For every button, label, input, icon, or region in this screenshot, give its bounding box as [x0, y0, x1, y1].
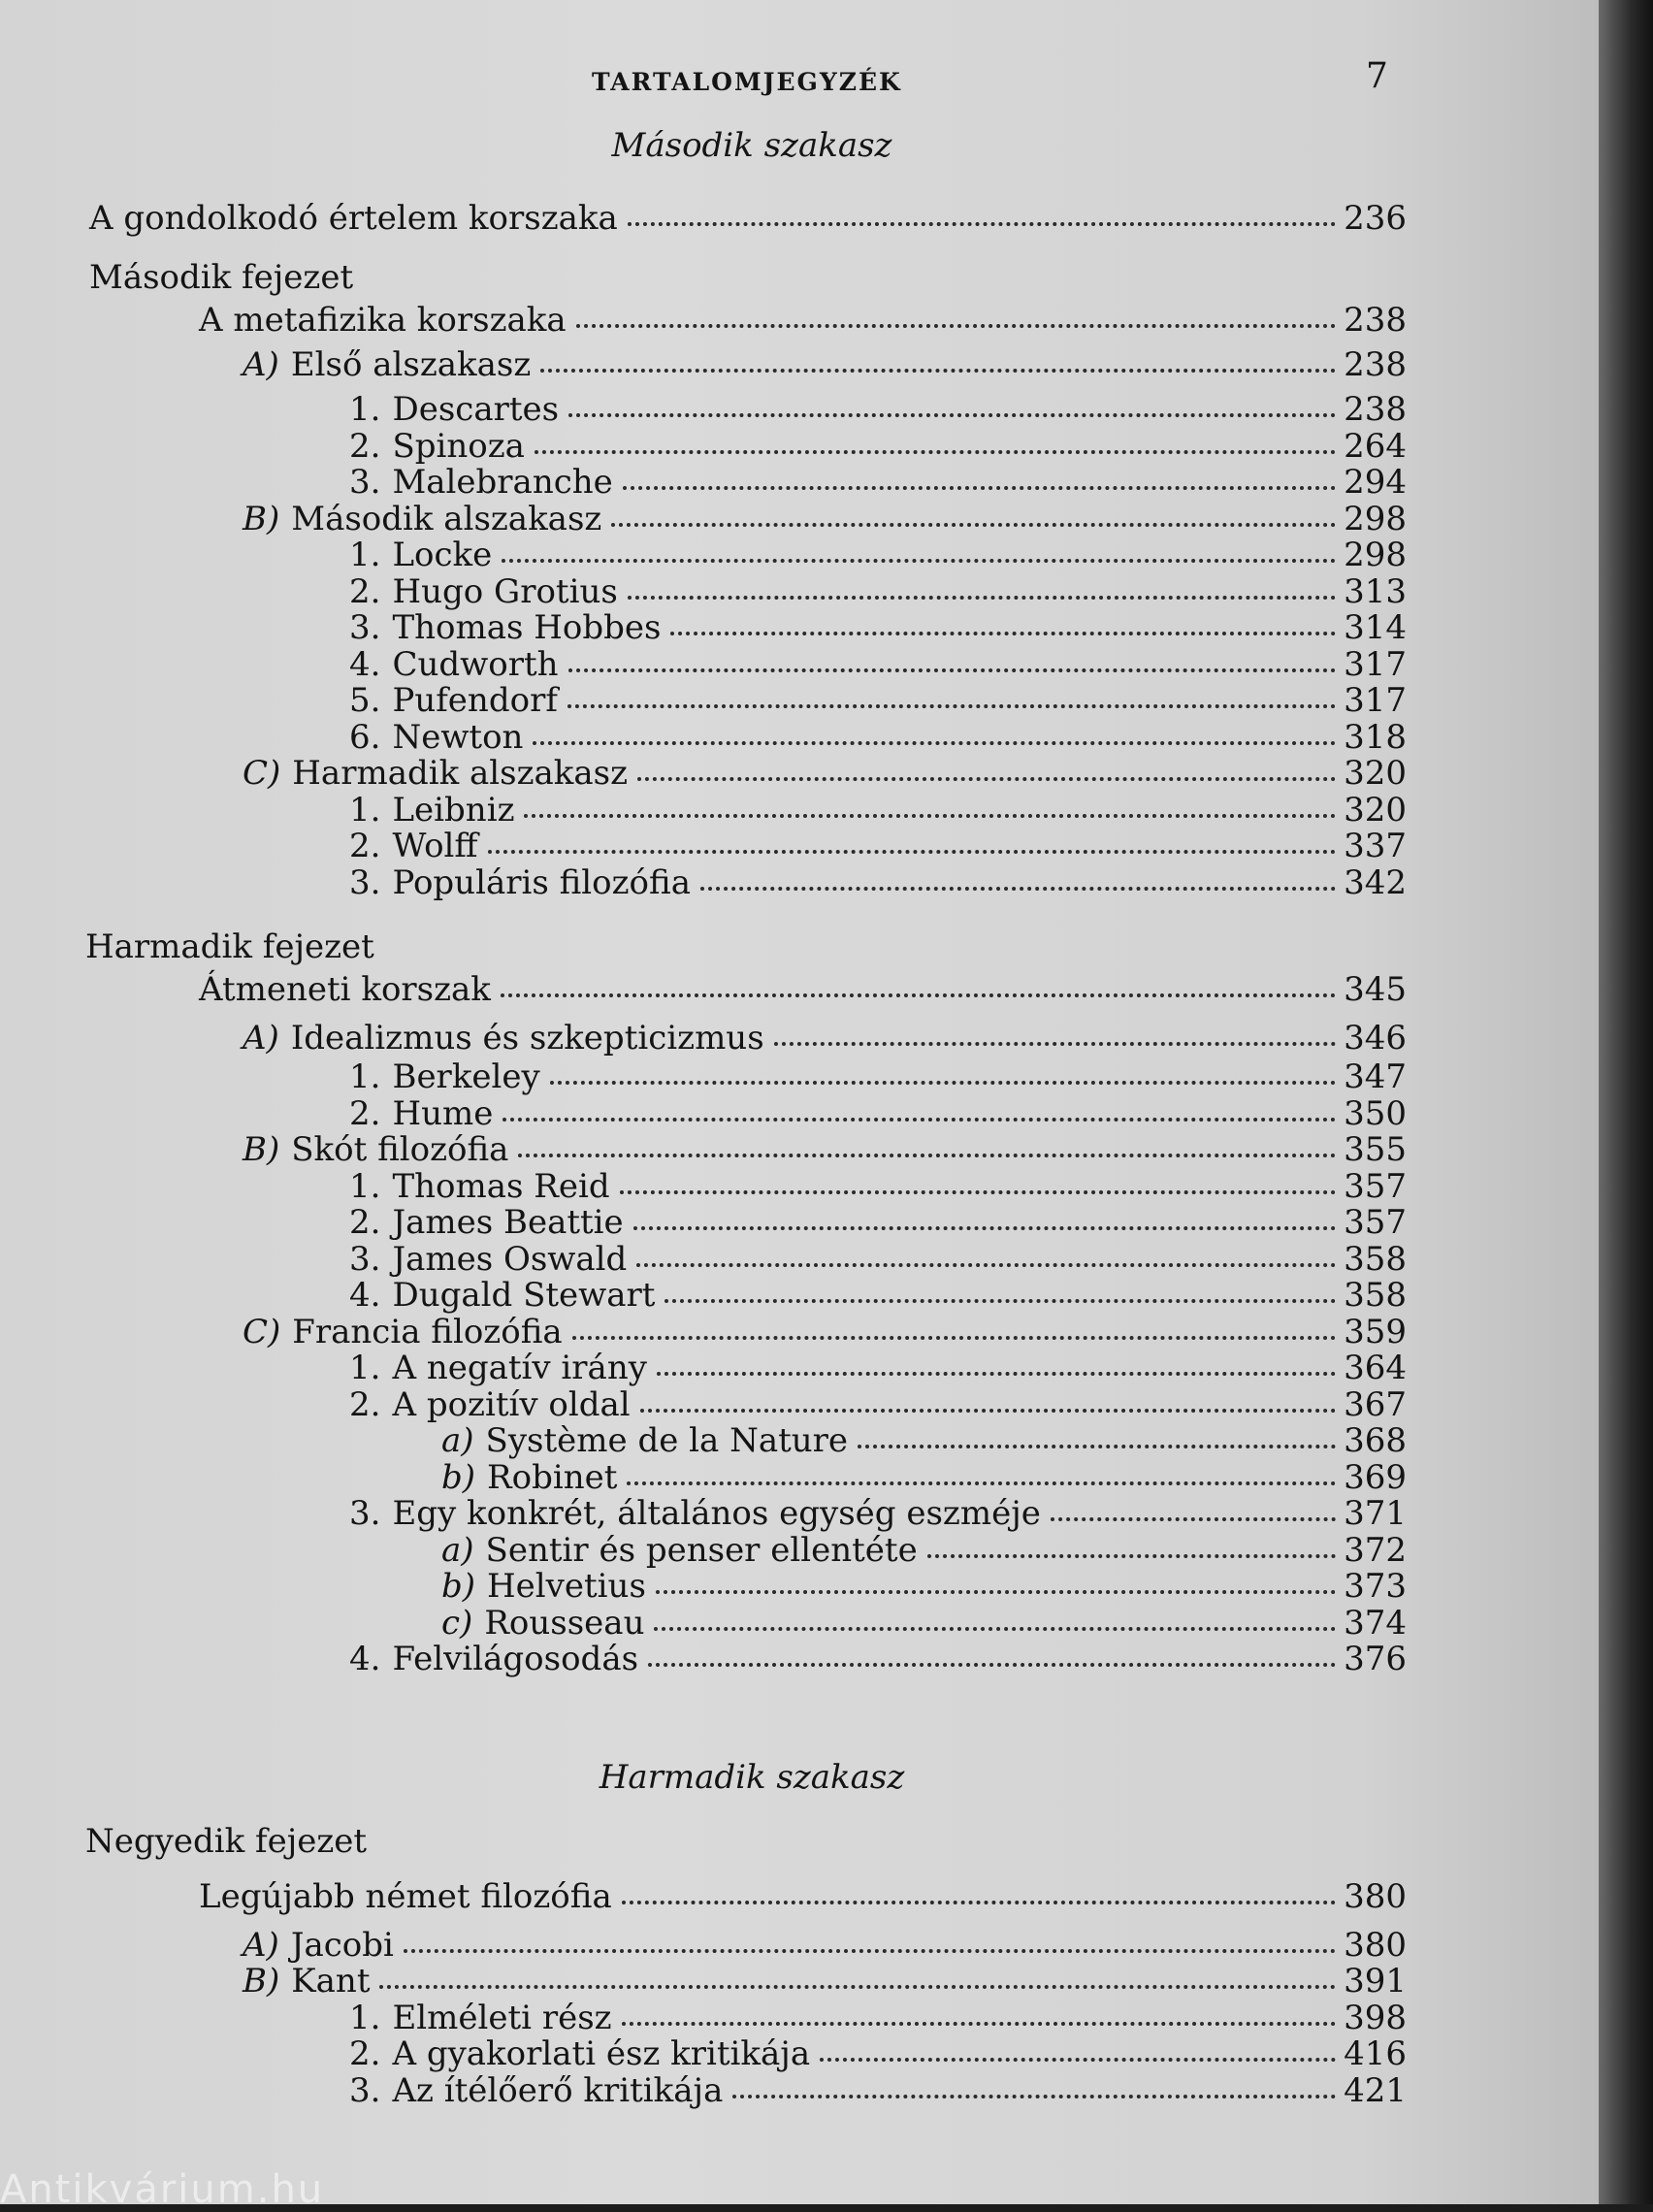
toc-entry-page: 264 — [1344, 427, 1407, 466]
toc-entry — [349, 718, 1407, 757]
toc-entry-title: Leibniz — [392, 791, 515, 830]
toc-entry-prefix: A) — [243, 1019, 279, 1057]
dot-leader — [576, 303, 1336, 328]
toc-entry-title: Robinet — [487, 1458, 618, 1497]
toc-entry-prefix: 6. — [349, 718, 381, 757]
toc-entry-prefix: 3. — [349, 463, 381, 502]
chapter-heading-fourth: Negyedik fejezet — [85, 1822, 368, 1861]
toc-entry — [349, 536, 1407, 574]
dot-leader — [648, 1642, 1336, 1667]
toc-entry — [349, 681, 1407, 720]
toc-entry-title: Kant — [291, 1962, 371, 2001]
chapter-heading-second: Második fejezet — [89, 258, 354, 297]
toc-entry — [349, 463, 1407, 502]
dot-leader — [657, 1350, 1336, 1376]
toc-entry-page: 345 — [1344, 970, 1407, 1009]
toc-entry-prefix: 1. — [349, 1167, 381, 1206]
toc-entry — [349, 1494, 1407, 1533]
dot-leader — [858, 1423, 1336, 1448]
dot-leader — [654, 1606, 1336, 1631]
section-heading-second: Második szakasz — [611, 126, 892, 165]
toc-entry-title: Wolff — [392, 827, 478, 865]
dot-leader — [628, 574, 1336, 600]
toc-entry — [243, 754, 1407, 793]
toc-entry-title: Newton — [392, 718, 524, 757]
toc-entry — [243, 1019, 1407, 1057]
toc-entry-page: 376 — [1344, 1640, 1407, 1678]
toc-entry-title: Francia filozófia — [292, 1313, 563, 1351]
toc-entry-title: Thomas Hobbes — [392, 608, 662, 647]
toc-entry — [349, 2034, 1407, 2073]
dot-leader — [927, 1533, 1336, 1558]
toc-entry — [349, 1385, 1407, 1424]
toc-entry-page: 294 — [1344, 463, 1407, 502]
toc-entry — [243, 1130, 1407, 1169]
dot-leader — [670, 610, 1336, 635]
dot-leader — [700, 865, 1336, 891]
toc-entry-title: Dugald Stewart — [392, 1276, 656, 1315]
toc-entry-prefix: A) — [243, 1926, 279, 1965]
toc-entry-page: 355 — [1344, 1130, 1407, 1169]
toc-entry — [349, 2071, 1407, 2110]
toc-entry — [349, 791, 1407, 830]
toc-entry-page: 357 — [1344, 1203, 1407, 1242]
toc-entry-page: 350 — [1344, 1094, 1407, 1133]
toc-entry — [89, 199, 1407, 238]
toc-entry — [199, 970, 1407, 1009]
toc-entry-prefix: B) — [243, 500, 280, 538]
toc-entry-title: A gondolkodó értelem korszaka — [89, 199, 618, 238]
section-heading-third: Harmadik szakasz — [599, 1758, 905, 1797]
toc-entry-title: Système de la Nature — [485, 1421, 849, 1460]
toc-entry-page: 317 — [1344, 645, 1407, 684]
dot-leader — [550, 1059, 1336, 1085]
toc-entry-page: 298 — [1344, 500, 1407, 538]
toc-entry — [243, 1313, 1407, 1351]
toc-entry — [441, 1604, 1407, 1643]
toc-entry-title: James Beattie — [392, 1203, 624, 1242]
toc-entry-page: 317 — [1344, 681, 1407, 720]
toc-entry-prefix: 2. — [349, 1385, 381, 1424]
dot-leader — [640, 1387, 1336, 1413]
toc-entry — [349, 1094, 1407, 1133]
toc-entry-prefix: 2. — [349, 2034, 381, 2073]
toc-entry-page: 238 — [1344, 345, 1407, 384]
toc-entry — [349, 608, 1407, 647]
toc-entry-title: Malebranche — [392, 463, 613, 502]
toc-entry — [441, 1421, 1407, 1460]
toc-entry — [441, 1567, 1407, 1606]
dot-leader — [518, 1132, 1336, 1157]
toc-entry-page: 367 — [1344, 1385, 1407, 1424]
toc-entry — [349, 1640, 1407, 1678]
toc-entry-prefix: 3. — [349, 1494, 381, 1533]
dot-leader — [488, 829, 1337, 854]
toc-entry-page: 346 — [1344, 1019, 1407, 1057]
toc-entry-title: Jacobi — [290, 1926, 394, 1965]
toc-entry — [243, 500, 1407, 538]
page-number: 7 — [1366, 56, 1388, 96]
toc-entry-prefix: 3. — [349, 863, 381, 902]
toc-entry-prefix: a) — [441, 1531, 474, 1570]
toc-entry-prefix: 1. — [349, 1349, 381, 1387]
toc-entry — [349, 572, 1407, 611]
dot-leader — [1051, 1496, 1336, 1521]
toc-entry-prefix: 4. — [349, 1640, 381, 1678]
toc-entry — [349, 1240, 1407, 1279]
toc-entry-title: A metafizika korszaka — [199, 301, 567, 340]
toc-entry-page: 421 — [1344, 2071, 1407, 2110]
toc-entry-title: Sentir és penser ellentéte — [485, 1531, 918, 1570]
toc-entry-prefix: a) — [441, 1421, 474, 1460]
toc-entry — [349, 1057, 1407, 1096]
toc-entry-page: 337 — [1344, 827, 1407, 865]
book-spine-shadow — [1599, 0, 1653, 2204]
toc-entry-page: 238 — [1344, 301, 1407, 340]
toc-entry-prefix: 2. — [349, 1094, 381, 1133]
toc-entry-page: 314 — [1344, 608, 1407, 647]
toc-entry-page: 347 — [1344, 1057, 1407, 1096]
toc-entry — [349, 1349, 1407, 1387]
dot-leader — [568, 392, 1336, 417]
dot-leader — [404, 1928, 1336, 1953]
toc-entry-title: A pozitív oldal — [392, 1385, 631, 1424]
toc-entry-title: Berkeley — [392, 1057, 540, 1096]
toc-entry-prefix: B) — [243, 1962, 280, 2001]
toc-entry-page: 373 — [1344, 1567, 1407, 1606]
toc-entry — [349, 645, 1407, 684]
toc-entry-title: Egy konkrét, általános egység eszméje — [392, 1494, 1041, 1533]
toc-entry-title: Az ítélőerő kritikája — [392, 2071, 724, 2110]
dot-leader — [567, 683, 1336, 708]
toc-entry-prefix: 1. — [349, 536, 381, 574]
dot-leader — [636, 1242, 1336, 1267]
toc-entry-page: 380 — [1344, 1877, 1407, 1916]
toc-entry-title: Harmadik alszakasz — [292, 754, 629, 793]
toc-entry — [243, 1926, 1407, 1965]
toc-entry — [349, 863, 1407, 902]
toc-entry-title: Skót filozófia — [291, 1130, 509, 1169]
toc-entry-page: 416 — [1344, 2034, 1407, 2073]
toc-entry-prefix: C) — [243, 754, 281, 793]
dot-leader — [620, 1169, 1336, 1194]
toc-entry-prefix: c) — [441, 1604, 473, 1643]
dot-leader — [656, 1569, 1336, 1594]
toc-entry-title: Populáris filozófia — [392, 863, 691, 902]
toc-entry-title: Második alszakasz — [291, 500, 602, 538]
toc-entry-prefix: 5. — [349, 681, 381, 720]
toc-entry-page: 374 — [1344, 1604, 1407, 1643]
dot-leader — [611, 502, 1336, 527]
toc-entry-page: 364 — [1344, 1349, 1407, 1387]
toc-entry — [243, 345, 1407, 384]
watermark-logo: Antikvárium.hu — [0, 2167, 325, 2212]
toc-entry-prefix: 1. — [349, 1999, 381, 2037]
toc-entry-title: A negatív irány — [392, 1349, 647, 1387]
toc-entry — [349, 1276, 1407, 1315]
dot-leader — [623, 465, 1336, 490]
toc-entry-title: Cudworth — [392, 645, 559, 684]
chapter-heading-third: Harmadik fejezet — [85, 927, 374, 966]
toc-entry-title: Pufendorf — [392, 681, 558, 720]
toc-entry-page: 371 — [1344, 1494, 1407, 1533]
dot-leader — [501, 972, 1336, 997]
toc-entry-prefix: 2. — [349, 427, 381, 466]
toc-entry-prefix: B) — [243, 1130, 280, 1169]
toc-entry-title: Thomas Reid — [392, 1167, 610, 1206]
toc-entry-title: Átmeneti korszak — [199, 970, 491, 1009]
toc-entry-page: 358 — [1344, 1240, 1407, 1279]
toc-entry-page: 369 — [1344, 1458, 1407, 1497]
toc-entry-title: A gyakorlati ész kritikája — [392, 2034, 811, 2073]
toc-entry-title: Idealizmus és szkepticizmus — [290, 1019, 764, 1057]
dot-leader — [820, 2036, 1336, 2062]
toc-entry-title: Rousseau — [484, 1604, 645, 1643]
toc-entry — [199, 1877, 1407, 1916]
toc-entry-prefix: 3. — [349, 1240, 381, 1279]
dot-leader — [535, 429, 1336, 454]
toc-entry-title: Elméleti rész — [392, 1999, 612, 2037]
toc-entry-page: 359 — [1344, 1313, 1407, 1351]
toc-entry-page: 236 — [1344, 199, 1407, 238]
toc-entry-prefix: 3. — [349, 2071, 381, 2110]
toc-entry-page: 380 — [1344, 1926, 1407, 1965]
toc-entry-title: Felvilágosodás — [392, 1640, 639, 1678]
dot-leader — [628, 201, 1336, 226]
toc-entry-prefix: 4. — [349, 1276, 381, 1315]
toc-entry-page: 357 — [1344, 1167, 1407, 1206]
toc-entry-page: 320 — [1344, 791, 1407, 830]
toc-entry-page: 398 — [1344, 1999, 1407, 2037]
toc-entry — [349, 390, 1407, 429]
dot-leader — [732, 2073, 1336, 2098]
toc-entry-page: 391 — [1344, 1962, 1407, 2001]
toc-entry — [349, 1999, 1407, 2037]
dot-leader — [379, 1964, 1336, 1989]
dot-leader — [502, 537, 1336, 563]
dot-leader — [524, 793, 1336, 818]
toc-entry — [243, 1962, 1407, 2001]
toc-entry-title: Spinoza — [392, 427, 525, 466]
toc-entry — [349, 1203, 1407, 1242]
toc-entry — [441, 1531, 1407, 1570]
dot-leader — [633, 1205, 1336, 1230]
dot-leader — [622, 1879, 1336, 1904]
toc-entry-title: James Oswald — [392, 1240, 628, 1279]
toc-entry — [199, 301, 1407, 340]
dot-leader — [540, 347, 1336, 373]
toc-entry-title: Legújabb német filozófia — [199, 1877, 612, 1916]
toc-entry-prefix: 4. — [349, 645, 381, 684]
dot-leader — [627, 1460, 1336, 1485]
dot-leader — [568, 647, 1337, 672]
toc-entry-prefix: 1. — [349, 791, 381, 830]
toc-entry-page: 318 — [1344, 718, 1407, 757]
toc-entry-prefix: b) — [441, 1458, 476, 1497]
toc-entry-title: Descartes — [392, 390, 560, 429]
toc-entry-prefix: 2. — [349, 827, 381, 865]
toc-entry-prefix: 3. — [349, 608, 381, 647]
dot-leader — [533, 720, 1336, 745]
toc-entry-page: 238 — [1344, 390, 1407, 429]
dot-leader — [502, 1096, 1336, 1122]
toc-entry — [349, 1167, 1407, 1206]
toc-entry-page: 313 — [1344, 572, 1407, 611]
toc-entry — [441, 1458, 1407, 1497]
toc-entry-title: Locke — [392, 536, 493, 574]
toc-entry — [349, 427, 1407, 466]
toc-entry-page: 358 — [1344, 1276, 1407, 1315]
toc-entry-prefix: 2. — [349, 572, 381, 611]
dot-leader — [572, 1315, 1336, 1340]
toc-entry-page: 320 — [1344, 754, 1407, 793]
toc-entry-prefix: 1. — [349, 1057, 381, 1096]
toc-entry-title: Első alszakasz — [290, 345, 532, 384]
dot-leader — [774, 1021, 1336, 1046]
toc-entry-prefix: b) — [441, 1567, 476, 1606]
toc-entry-page: 298 — [1344, 536, 1407, 574]
toc-entry-title: Hugo Grotius — [392, 572, 618, 611]
dot-leader — [664, 1278, 1336, 1303]
toc-entry-prefix: C) — [243, 1313, 281, 1351]
toc-entry-page: 368 — [1344, 1421, 1407, 1460]
dot-leader — [637, 756, 1336, 781]
toc-entry-title: Helvetius — [487, 1567, 646, 1606]
running-header-title: TARTALOMJEGYZÉK — [592, 68, 902, 96]
toc-entry-prefix: 2. — [349, 1203, 381, 1242]
dot-leader — [622, 2001, 1337, 2026]
toc-entry-page: 372 — [1344, 1531, 1407, 1570]
toc-entry-prefix: A) — [243, 345, 279, 384]
toc-entry-title: Hume — [392, 1094, 494, 1133]
toc-entry-prefix: 1. — [349, 390, 381, 429]
toc-entry — [349, 827, 1407, 865]
toc-entry-page: 342 — [1344, 863, 1407, 902]
